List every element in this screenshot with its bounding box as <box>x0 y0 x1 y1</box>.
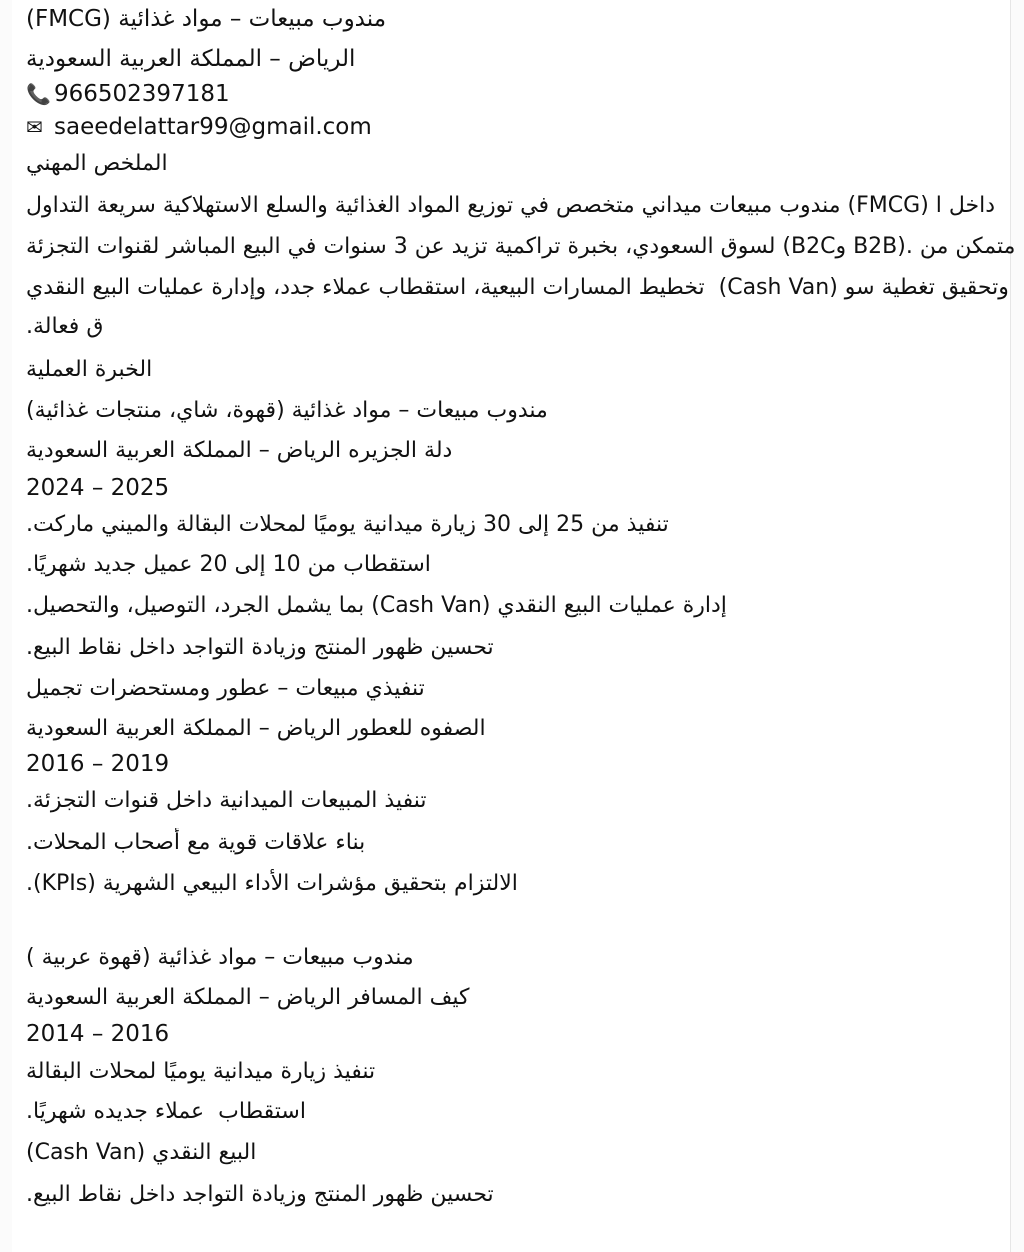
phone-icon: 📞 <box>26 82 51 106</box>
job-1-company: دلة الجزيره الرياض – المملكة العربية السعودية <box>26 438 453 463</box>
phone-line <box>26 79 1016 109</box>
job-1-bullet: إدارة عمليات البيع النقدي (Cash Van) بما يشمل الجرد، التوصيل، والتحصيل. <box>26 593 727 618</box>
job-3-period: 2014 – 2016 <box>26 1021 170 1047</box>
job-3-bullet: استقطاب عملاء جديده شهريًا. <box>26 1099 306 1124</box>
document-page <box>12 0 1016 1252</box>
job-3-title: مندوب مبيعات – مواد غذائية (قهوة عربية ) <box>26 945 414 970</box>
job-1-period: 2024 – 2025 <box>26 475 170 501</box>
job-2-period: 2016 – 2019 <box>26 751 170 777</box>
job-3-company: كيف المسافر الرياض – المملكة العربية السعودية <box>26 985 470 1010</box>
summary-heading: الملخص المهني <box>26 151 168 176</box>
location: الرياض – المملكة العربية السعودية <box>26 46 356 72</box>
job-2-title: تنفيذي مبيعات – عطور ومستحضرات تجميل <box>26 676 425 701</box>
job-title: (FMCG) مندوب مبيعات – مواد غذائية <box>26 6 387 32</box>
summary-line: وتحقيق تغطية سو (Cash Van) تخطيط المسارات البيعية، استقطاب عملاء جدد، وإدارة عمليات البيع النقدي <box>26 275 1009 300</box>
job-2-bullet: الالتزام بتحقيق مؤشرات الأداء البيعي الشهرية (KPIs). <box>26 871 518 896</box>
job-1-bullet: استقطاب من 10 إلى 20 عميل جديد شهريًا. <box>26 552 431 577</box>
experience-heading: الخبرة العملية <box>26 357 153 382</box>
job-3-bullet: تنفيذ زيارة ميدانية يوميًا لمحلات البقالة <box>26 1059 376 1084</box>
email-address: saeedelattar99@gmail.com <box>54 114 372 140</box>
summary-line: ق فعالة. <box>26 314 104 339</box>
job-3-bullet: تحسين ظهور المنتج وزيادة التواجد داخل نقاط البيع. <box>26 1182 494 1207</box>
job-3-bullet: البيع النقدي (Cash Van) <box>26 1140 264 1165</box>
summary-line: داخل ا (FMCG) مندوب مبيعات ميداني متخصص في توزيع المواد الغذائية والسلع الاستهلاكية سريعة التداول <box>26 193 996 218</box>
job-2-bullet: بناء علاقات قوية مع أصحاب المحلات. <box>26 830 366 855</box>
email-line <box>26 112 1016 142</box>
summary-line: متمكن من .(B2B وB2C) لسوق السعودي، بخبرة تراكمية تزيد عن 3 سنوات في البيع المباشر لقنوات التجزئة <box>26 234 1016 259</box>
job-1-bullet: تنفيذ من 25 إلى 30 زيارة ميدانية يوميًا لمحلات البقالة والميني ماركت. <box>26 512 669 537</box>
job-1-bullet: تحسين ظهور المنتج وزيادة التواجد داخل نقاط البيع. <box>26 635 494 660</box>
envelope-icon: ✉ <box>26 115 43 139</box>
job-2-bullet: تنفيذ المبيعات الميدانية داخل قنوات التجزئة. <box>26 788 427 813</box>
phone-number: 966502397181 <box>54 81 230 107</box>
job-2-company: الصفوه للعطور الرياض – المملكة العربية السعودية <box>26 716 493 741</box>
job-1-title: مندوب مبيعات – مواد غذائية (قهوة، شاي، منتجات غذائية) <box>26 398 548 423</box>
